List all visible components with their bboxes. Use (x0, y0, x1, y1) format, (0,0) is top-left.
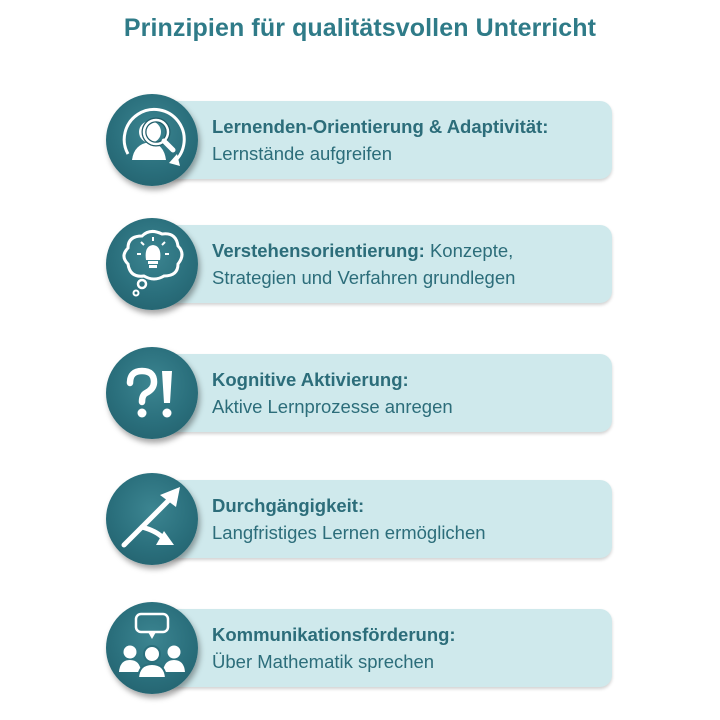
people-speech-icon (106, 602, 198, 694)
principle-description: Aktive Lernprozesse anregen (212, 396, 453, 417)
principle-icon-circle-4 (106, 473, 198, 565)
principle-icon-circle-1 (106, 94, 198, 186)
principle-heading: Kognitive Aktivierung: (212, 369, 409, 390)
principle-heading: Lernenden-Orientierung & Adaptivität: (212, 116, 549, 137)
principle-row-2 (106, 218, 612, 310)
principle-description-inline: Konzepte, (424, 240, 514, 261)
principle-icon-circle-3 (106, 347, 198, 439)
principle-row-5 (106, 602, 612, 694)
principle-description: Strategien und Verfahren grundlegen (212, 267, 516, 288)
principle-text-5 (212, 602, 602, 694)
principle-text-3 (212, 347, 602, 439)
principle-description: Über Mathematik sprechen (212, 651, 435, 672)
magnifier-person-icon (106, 94, 198, 186)
principle-heading: Verstehensorientierung: (212, 240, 425, 261)
principle-row-1 (106, 94, 612, 186)
principle-row-4 (106, 473, 612, 565)
principle-heading: Durchgängigkeit: (212, 495, 365, 516)
arrows-icon (106, 473, 198, 565)
principle-text-2 (212, 218, 602, 310)
thought-bubble-lightbulb-icon (106, 218, 198, 310)
principle-row-3 (106, 347, 612, 439)
principle-description: Lernstände aufgreifen (212, 143, 392, 164)
principle-description: Langfristiges Lernen ermöglichen (212, 522, 486, 543)
principle-heading: Kommunikationsförderung: (212, 624, 456, 645)
principle-text-4 (212, 473, 602, 565)
principle-text-1 (212, 94, 602, 186)
page-title: Prinzipien für qualitätsvollen Unterricht (123, 14, 597, 42)
principle-icon-circle-2 (106, 218, 198, 310)
question-exclamation-icon (106, 347, 198, 439)
principle-icon-circle-5 (106, 602, 198, 694)
